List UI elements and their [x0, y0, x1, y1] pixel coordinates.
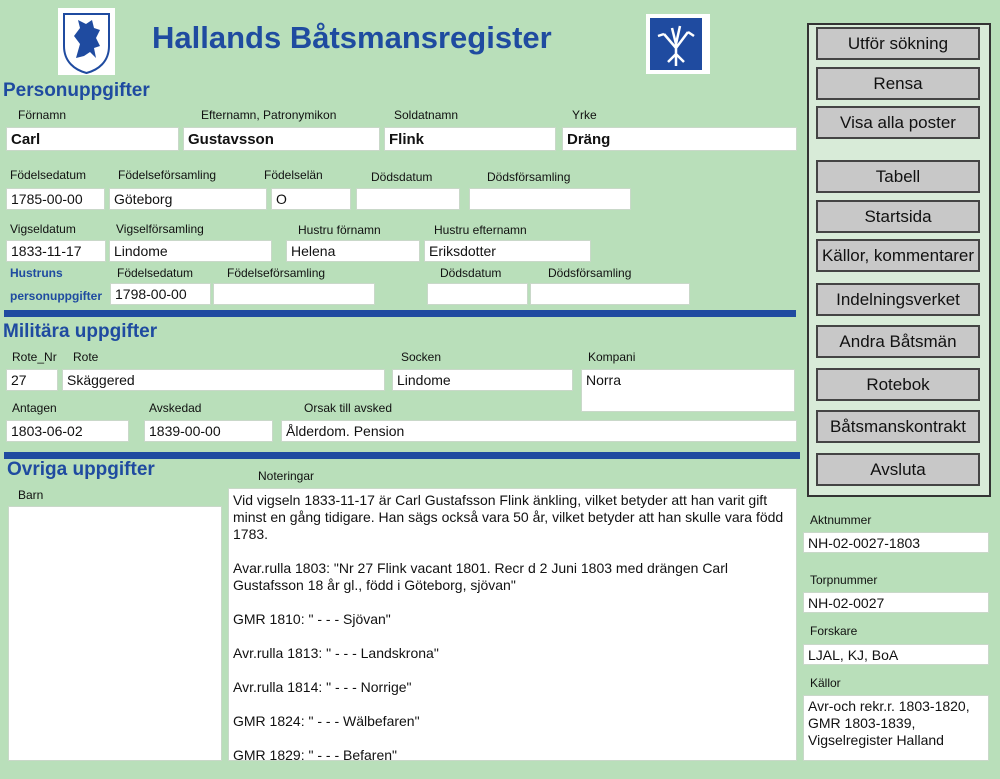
- note-paragraph: GMR 1810: " - - - Sjövan": [233, 611, 391, 627]
- wife-heading-line2: personuppgifter: [10, 289, 102, 303]
- socken-field[interactable]: Lindome: [392, 369, 573, 391]
- hustru-dodsforsamling-field[interactable]: [530, 283, 690, 305]
- label-kallor: Källor: [810, 676, 841, 690]
- antagen-field[interactable]: 1803-06-02: [6, 420, 129, 442]
- label-kompani: Kompani: [588, 350, 636, 364]
- label-antagen: Antagen: [12, 401, 57, 415]
- note-paragraph: Avar.rulla 1803: "Nr 27 Flink vacant 1801. Recr d 2 Juni 1803 med drängen Carl Gustafsson 18 år gl., född i Göteborg, sjövan": [233, 560, 728, 593]
- vigselforsamling-field[interactable]: Lindome: [109, 240, 272, 262]
- indelningsverket-button[interactable]: Indelningsverket: [816, 283, 980, 316]
- wife-heading-line1: Hustruns: [10, 266, 63, 280]
- label-hustru-efternamn: Hustru efternamn: [434, 223, 527, 237]
- rote-nr-field[interactable]: 27: [6, 369, 58, 391]
- kallor-field[interactable]: Avr-och rekr.r. 1803-1820, GMR 1803-1839, Vigselregister Halland: [803, 695, 989, 761]
- avskedad-field[interactable]: 1839-00-00: [144, 420, 273, 442]
- startsida-button[interactable]: Startsida: [816, 200, 980, 233]
- vigseldatum-field[interactable]: 1833-11-17: [6, 240, 106, 262]
- section-personuppgifter: Personuppgifter: [3, 80, 150, 101]
- label-yrke: Yrke: [572, 108, 597, 122]
- label-rote-nr: Rote_Nr: [12, 350, 57, 364]
- fodelseforsamling-field[interactable]: Göteborg: [109, 188, 267, 210]
- fornamn-field[interactable]: Carl: [6, 127, 179, 151]
- label-dodsdatum: Dödsdatum: [371, 170, 433, 184]
- label-hustru-fodelseforsamling: Födelseförsamling: [227, 266, 326, 280]
- torpnummer-field[interactable]: NH-02-0027: [803, 592, 989, 613]
- label-soldatnamn: Soldatnamn: [394, 108, 459, 122]
- rote-field[interactable]: Skäggered: [62, 369, 385, 391]
- kompani-field[interactable]: Norra: [581, 369, 795, 412]
- label-fodelselan: Födelselän: [264, 168, 323, 182]
- hustru-fodelseforsamling-field[interactable]: [213, 283, 375, 305]
- label-fodelseforsamling: Födelseförsamling: [118, 168, 217, 182]
- efternamn-field[interactable]: Gustavsson: [183, 127, 380, 151]
- label-hustru-dodsforsamling: Dödsförsamling: [548, 266, 632, 280]
- page-title: Hallands Båtsmansregister: [152, 20, 552, 55]
- section-divider: [4, 310, 796, 317]
- label-efternamn: Efternamn, Patronymikon: [201, 108, 337, 122]
- section-militara: Militära uppgifter: [3, 321, 158, 342]
- avsluta-button[interactable]: Avsluta: [816, 453, 980, 486]
- utfor-sokning-button[interactable]: Utför sökning: [816, 27, 980, 60]
- label-hustru-fodelsedatum: Födelsedatum: [117, 266, 194, 280]
- label-avskedad: Avskedad: [149, 401, 202, 415]
- andra-batsman-button[interactable]: Andra Båtsmän: [816, 325, 980, 358]
- note-paragraph: GMR 1829: " - - - Befaren": [233, 747, 397, 761]
- note-paragraph: Avr.rulla 1814: " - - - Norrige": [233, 679, 412, 695]
- noteringar-field[interactable]: [228, 488, 797, 761]
- label-fodelsedatum: Födelsedatum: [10, 168, 87, 182]
- section-ovriga: Ovriga uppgifter: [7, 459, 155, 480]
- barn-field[interactable]: [8, 506, 222, 761]
- dodsforsamling-field[interactable]: [469, 188, 631, 210]
- tree-logo-icon: [646, 14, 710, 74]
- note-paragraph: GMR 1824: " - - - Wälbefaren": [233, 713, 420, 729]
- label-torpnummer: Torpnummer: [810, 573, 878, 587]
- tabell-button[interactable]: Tabell: [816, 160, 980, 193]
- note-paragraph: Avr.rulla 1813: " - - - Landskrona": [233, 645, 439, 661]
- fodelselan-field[interactable]: O: [271, 188, 351, 210]
- label-socken: Socken: [401, 350, 442, 364]
- label-orsak: Orsak till avsked: [304, 401, 393, 415]
- label-fornamn: Förnamn: [18, 108, 67, 122]
- forskare-field[interactable]: LJAL, KJ, BoA: [803, 644, 989, 665]
- note-paragraph: Vid vigseln 1833-11-17 är Carl Gustafsson Flink änkling, vilket betyder att han varit gift minst en gång tidigare. Han sägs också vara 50 år, vilket betyder att han skulle vara född 1783.: [233, 492, 784, 542]
- lion-crest-icon: [58, 8, 115, 75]
- soldatnamn-field[interactable]: Flink: [384, 127, 556, 151]
- label-noteringar: Noteringar: [258, 469, 315, 483]
- dodsdatum-field[interactable]: [356, 188, 460, 210]
- orsak-field[interactable]: Ålderdom. Pension: [281, 420, 797, 442]
- label-hustru-fornamn: Hustru förnamn: [298, 223, 381, 237]
- label-barn: Barn: [18, 488, 44, 502]
- hustru-dodsdatum-field[interactable]: [427, 283, 528, 305]
- hustru-fornamn-field[interactable]: Helena: [286, 240, 420, 262]
- aktnummer-field[interactable]: NH-02-0027-1803: [803, 532, 989, 553]
- fodelsedatum-field[interactable]: 1785-00-00: [6, 188, 105, 210]
- label-forskare: Forskare: [810, 624, 858, 638]
- hustru-fodelsedatum-field[interactable]: 1798-00-00: [110, 283, 211, 305]
- label-hustru-dodsdatum: Dödsdatum: [440, 266, 502, 280]
- hustru-efternamn-field[interactable]: Eriksdotter: [424, 240, 591, 262]
- label-dodsforsamling: Dödsförsamling: [487, 170, 571, 184]
- rotebok-button[interactable]: Rotebok: [816, 368, 980, 401]
- batsmanskontrakt-button[interactable]: Båtsmanskontrakt: [816, 410, 980, 443]
- section-divider: [4, 452, 800, 459]
- label-vigseldatum: Vigseldatum: [10, 222, 76, 236]
- kallor-kommentarer-button[interactable]: Källor, kommentarer: [816, 239, 980, 272]
- yrke-field[interactable]: Dräng: [562, 127, 797, 151]
- visa-alla-poster-button[interactable]: Visa alla poster: [816, 106, 980, 139]
- rensa-button[interactable]: Rensa: [816, 67, 980, 100]
- label-rote: Rote: [73, 350, 99, 364]
- label-aktnummer: Aktnummer: [810, 513, 872, 527]
- label-vigselforsamling: Vigselförsamling: [116, 222, 204, 236]
